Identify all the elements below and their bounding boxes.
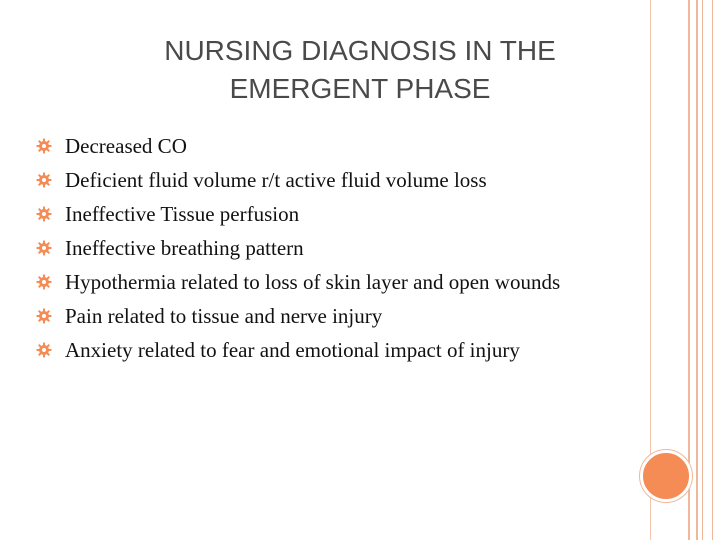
bullet-item	[36, 198, 636, 232]
bullet-text: Ineffective Tissue perfusion	[65, 202, 300, 226]
gear-icon	[36, 138, 52, 154]
slide-title	[60, 32, 660, 108]
gear-icon	[36, 342, 52, 358]
gear-icon	[36, 308, 52, 324]
bullet-text: Pain related to tissue and nerve injury	[65, 304, 383, 328]
bullet-text: Hypothermia related to loss of skin layer and open wounds	[65, 270, 561, 294]
decorative-rail	[688, 0, 698, 540]
bullet-item	[36, 130, 636, 164]
bullet-item	[36, 334, 636, 368]
gear-icon	[36, 206, 52, 222]
bullet-text: Ineffective breathing pattern	[65, 236, 304, 260]
bullet-item	[36, 232, 636, 266]
bullet-text: Deficient fluid volume r/t active fluid volume loss	[65, 168, 487, 192]
bullet-text: Anxiety related to fear and emotional impact of injury	[65, 338, 520, 362]
decorative-rail-line	[702, 0, 703, 540]
gear-icon	[36, 274, 52, 290]
decorative-circle	[640, 450, 692, 502]
title-line: NURSING DIAGNOSIS IN THE	[164, 35, 556, 66]
gear-icon	[36, 240, 52, 256]
bullet-item	[36, 266, 636, 300]
bullet-item	[36, 300, 636, 334]
decorative-rail-line	[712, 0, 713, 540]
bullet-text: Decreased CO	[65, 134, 187, 158]
bullet-item	[36, 164, 636, 198]
title-line: EMERGENT PHASE	[229, 73, 491, 104]
gear-icon	[36, 172, 52, 188]
bullet-list	[36, 130, 636, 368]
